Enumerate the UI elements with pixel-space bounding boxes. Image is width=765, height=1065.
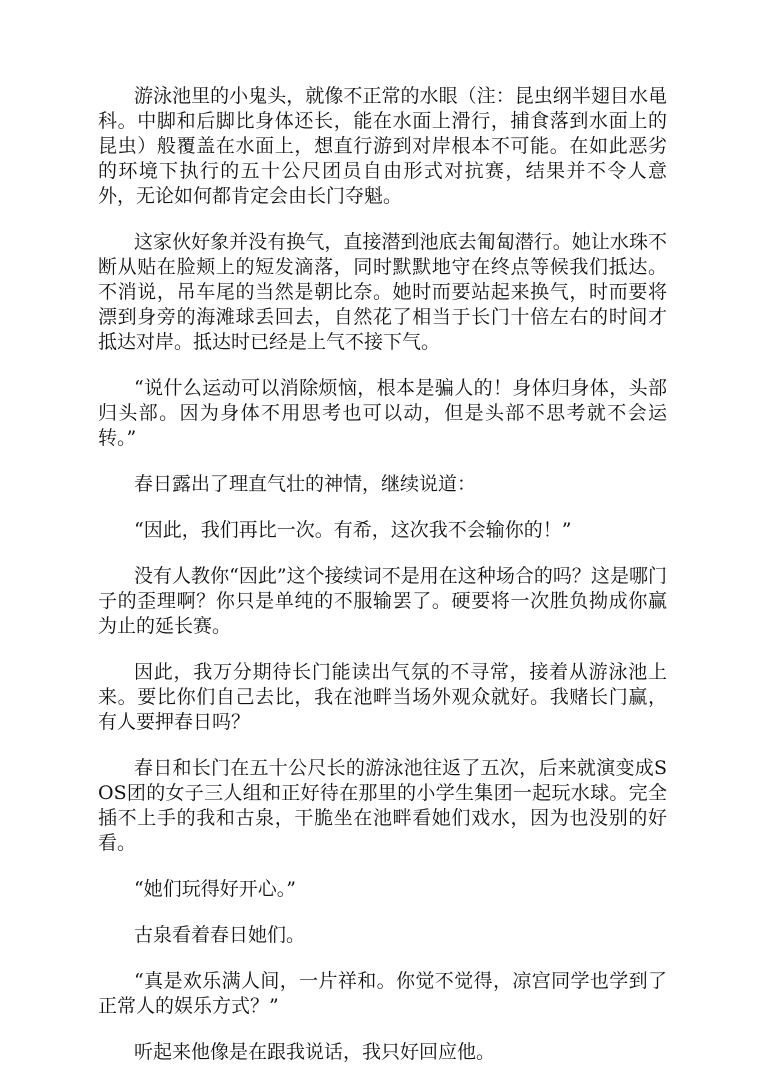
paragraph: 没有人教你“因此”这个接续词不是用在这种场合的吗？这是哪门子的歪理啊？你只是单纯的不服输罢了。硬要将一次胜负拗成你赢为止的延长赛。 [98, 565, 667, 637]
paragraph: “真是欢乐满人间，一片祥和。你觉不觉得，凉宫同学也学到了正常人的娱乐方式？” [98, 970, 667, 1017]
paragraph: 这家伙好象并没有换气，直接潜到池底去匍匐潜行。她让水珠不断从贴在脸颊上的短发滴落，同时默默地守在终点等候我们抵达。不消说，吊车尾的当然是朝比奈。她时而要站起来换气，时而要将漂到身旁的海滩球丢回去，自然花了相当于长门十倍左右的时间才抵达对岸。抵达时已经是上气不接下气。 [98, 231, 667, 353]
paragraph: 春日露出了理直气壮的神情，继续说道： [134, 473, 477, 495]
paragraph: 春日和长门在五十公尺长的游泳池往返了五次，后来就演变成SOS团的女子三人组和正好待在那里的小学生集团一起玩水球。完全插不上手的我和古泉，干脆坐在池畔看她们戏水，因为也没别的好看。 [98, 757, 667, 854]
paragraph: 听起来他像是在跟我说话，我只好回应他。 [134, 1041, 496, 1063]
paragraph: 因此，我万分期待长门能读出气氛的不寻常，接着从游泳池上来。要比你们自己去比，我在池畔当场外观众就好。我赌长门赢，有人要押春日吗？ [98, 661, 667, 733]
paragraph: 古泉看着春日她们。 [134, 924, 306, 946]
paragraph: “因此，我们再比一次。有希，这次我不会输你的！” [134, 519, 572, 541]
paragraph: “说什么运动可以消除烦恼，根本是骗人的！身体归身体，头部归头部。因为身体不用思考也可以动，但是头部不思考就不会运转。” [98, 377, 667, 449]
paragraph: 游泳池里的小鬼头，就像不正常的水眼（注：昆虫纲半翅目水黾科。中脚和后脚比身体还长，能在水面上滑行，捕食落到水面上的昆虫）般覆盖在水面上，想直行游到对岸根本不可能。在如此恶劣的环境下执行的五十公尺团员自由形式对抗赛，结果并不令人意外，无论如何都肯定会由长门夺魁。 [98, 85, 667, 207]
paragraph: “她们玩得好开心。” [134, 878, 296, 900]
